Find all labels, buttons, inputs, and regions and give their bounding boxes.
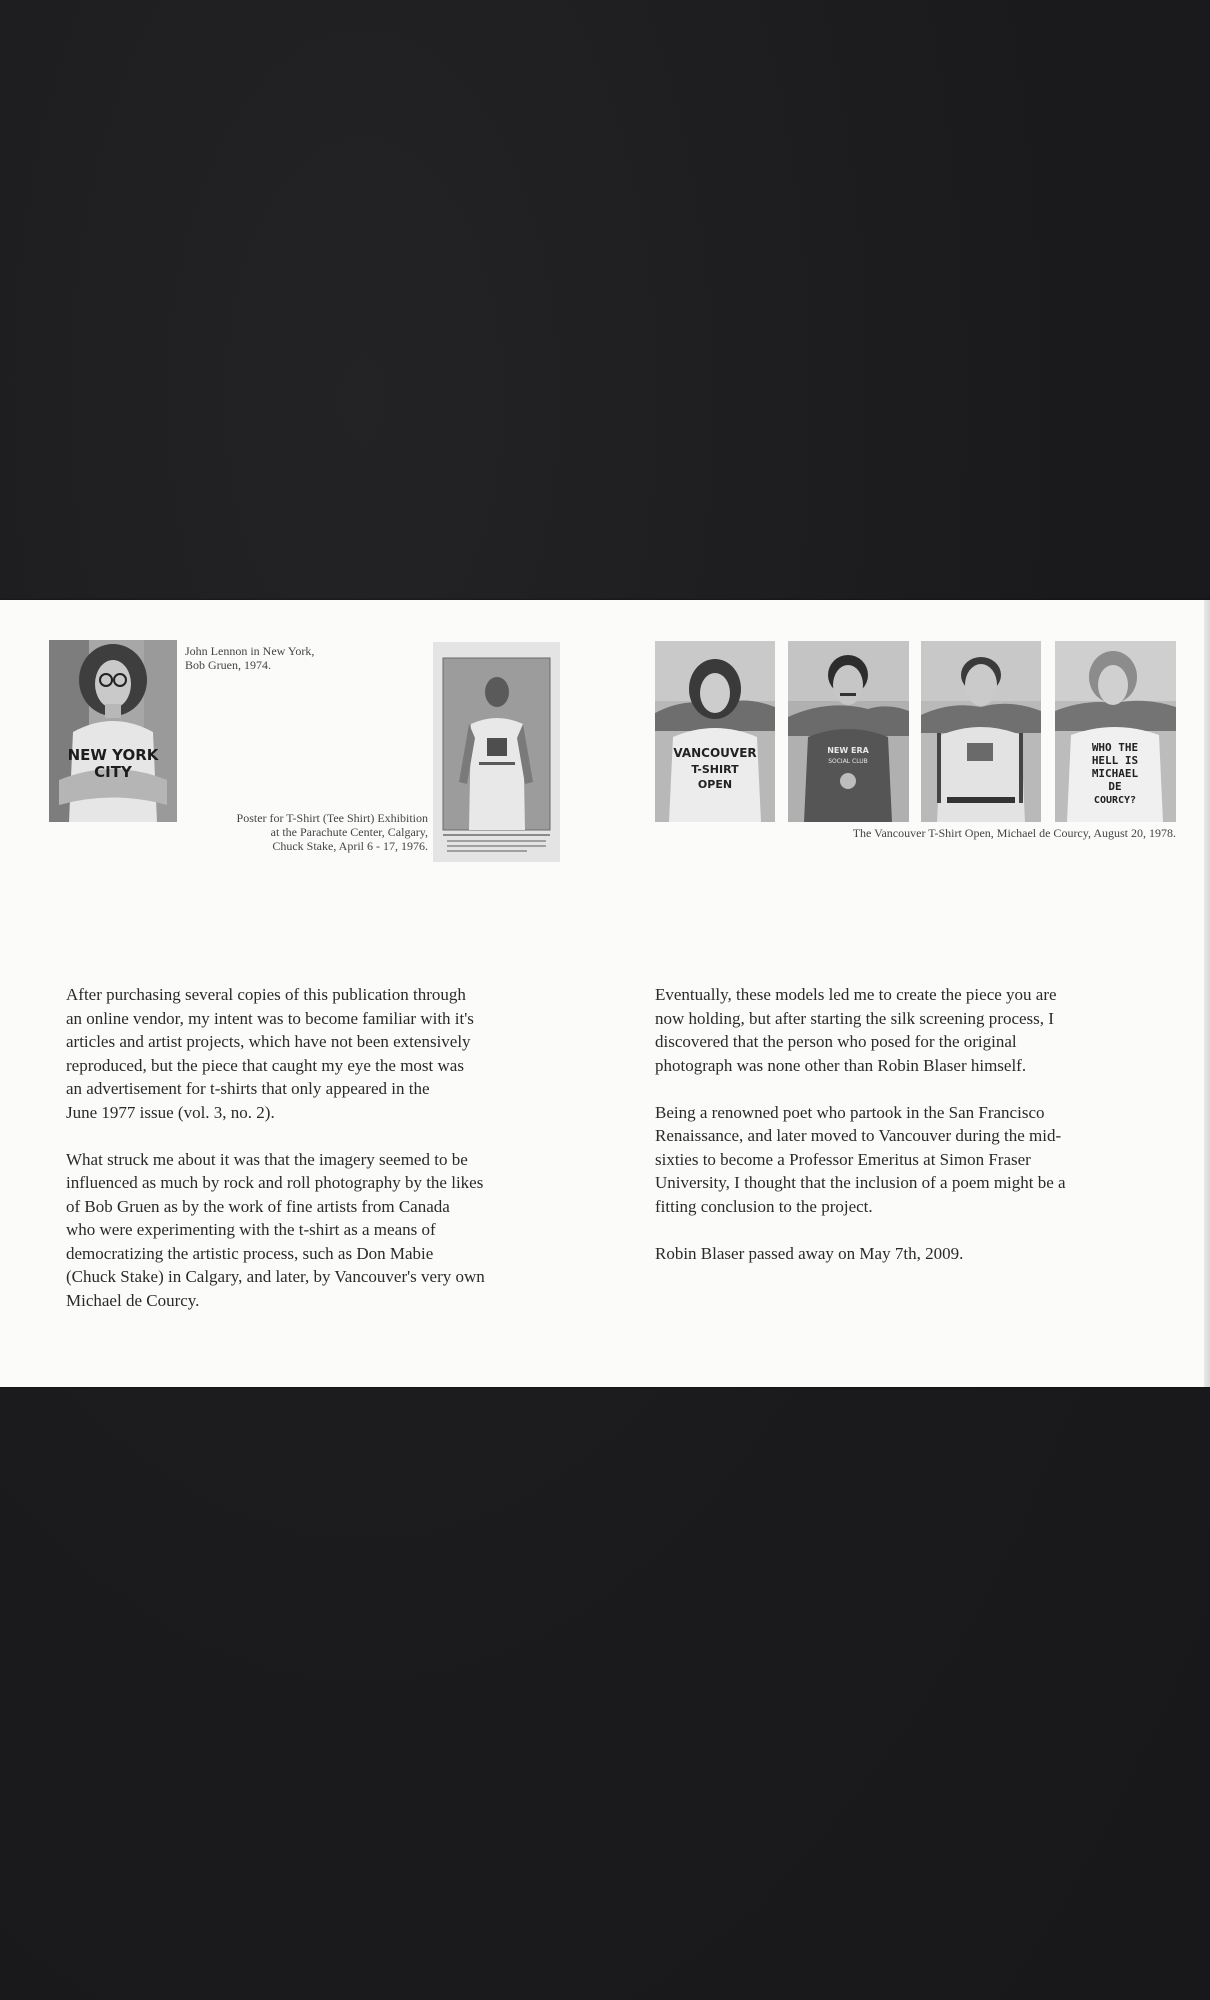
shirt-text-4d: DE	[1108, 780, 1122, 793]
vancouver-caption	[853, 826, 1176, 840]
right-paragraph-1	[655, 983, 1066, 1077]
text-line: democratizing the artistic process, such as Don Mabie	[66, 1243, 434, 1263]
shirt-text-2b: SOCIAL CLUB	[828, 758, 868, 765]
text-line: an online vendor, my intent was to become familiar with it's	[66, 1008, 474, 1028]
vancouver-photo-4	[1055, 641, 1176, 822]
sheet-edge	[1204, 600, 1210, 1387]
left-paragraph-1	[66, 983, 485, 1124]
poster-photo	[433, 642, 560, 862]
text-line: What struck me about it was that the imagery seemed to be	[66, 1149, 468, 1169]
lennon-photo	[49, 640, 177, 822]
poster-caption-line: at the Parachute Center, Calgary,	[270, 825, 428, 839]
left-paragraph-2	[66, 1148, 485, 1313]
text-line: (Chuck Stake) in Calgary, and later, by Vancouver's very own	[66, 1267, 485, 1286]
shirt-text-1b: T-SHIRT	[691, 763, 739, 776]
poster-caption-line: Chuck Stake, April 6 - 17, 1976.	[272, 839, 428, 853]
text-line: sixties to become a Professor Emeritus at Simon Fraser	[655, 1149, 1031, 1169]
left-column-text	[66, 983, 485, 1336]
text-line: Michael de Courcy.	[66, 1290, 200, 1310]
printed-sheet	[0, 600, 1210, 1387]
lennon-caption-line: Bob Gruen, 1974.	[185, 658, 271, 672]
text-line: an advertisement for t-shirts that only appeared in the	[66, 1079, 430, 1098]
shirt-text-1a: VANCOUVER	[673, 746, 757, 760]
poster-caption	[237, 811, 428, 853]
lennon-shirt-line1: NEW YORK	[67, 746, 159, 764]
text-line: articles and artist projects, which have not been extensively	[66, 1032, 471, 1051]
text-line: Being a renowned poet who partook in the San Francisco	[655, 1102, 1045, 1122]
text-line: June 1977 issue (vol. 3, no. 2).	[66, 1102, 275, 1122]
text-line: University, I thought that the inclusion of a poem might be a	[655, 1173, 1066, 1192]
shirt-text-4e: COURCY?	[1093, 795, 1137, 806]
lennon-caption	[185, 644, 314, 672]
shirt-text-4c: MICHAEL	[1091, 767, 1139, 780]
text-line: of Bob Gruen as by the work of fine artists from Canada	[66, 1196, 450, 1216]
shirt-text-4b: HELL IS	[1091, 754, 1139, 767]
lennon-caption-line: John Lennon in New York,	[185, 644, 315, 658]
lennon-shirt-line2: CITY	[94, 763, 132, 781]
right-paragraph-3	[655, 1242, 1066, 1266]
text-line: discovered that the person who posed for the original	[655, 1032, 1017, 1051]
poster-caption-line: Poster for T-Shirt (Tee Shirt) Exhibition	[236, 811, 428, 825]
text-line: fitting conclusion to the project.	[655, 1196, 873, 1216]
text-line: reproduced, but the piece that caught my eye the most was	[66, 1055, 464, 1075]
text-line: influenced as much by rock and roll photography by the likes	[66, 1173, 484, 1192]
text-line: now holding, but after starting the silk screening process, I	[655, 1008, 1054, 1028]
text-line: photograph was none other than Robin Blaser himself.	[655, 1055, 1027, 1075]
right-paragraph-2	[655, 1101, 1066, 1219]
shirt-text-2a: NEW ERA	[827, 746, 869, 755]
text-line: Eventually, these models led me to create the piece you are	[655, 985, 1057, 1004]
shirt-text-4a: WHO THE	[1091, 741, 1139, 754]
text-line: After purchasing several copies of this publication through	[66, 985, 466, 1004]
vancouver-photo-1	[655, 641, 775, 822]
vancouver-photo-2	[788, 641, 909, 822]
text-line: who were experimenting with the t-shirt as a means of	[66, 1220, 436, 1239]
right-column-text	[655, 983, 1066, 1289]
text-line: Renaissance, and later moved to Vancouver during the mid-	[655, 1126, 1062, 1145]
vancouver-caption-line: The Vancouver T-Shirt Open, Michael de Courcy, August 20, 1978.	[852, 826, 1176, 840]
vancouver-photo-3	[921, 641, 1041, 822]
shirt-text-1c: OPEN	[697, 778, 733, 791]
text-line: Robin Blaser passed away on May 7th, 2009.	[655, 1243, 964, 1263]
